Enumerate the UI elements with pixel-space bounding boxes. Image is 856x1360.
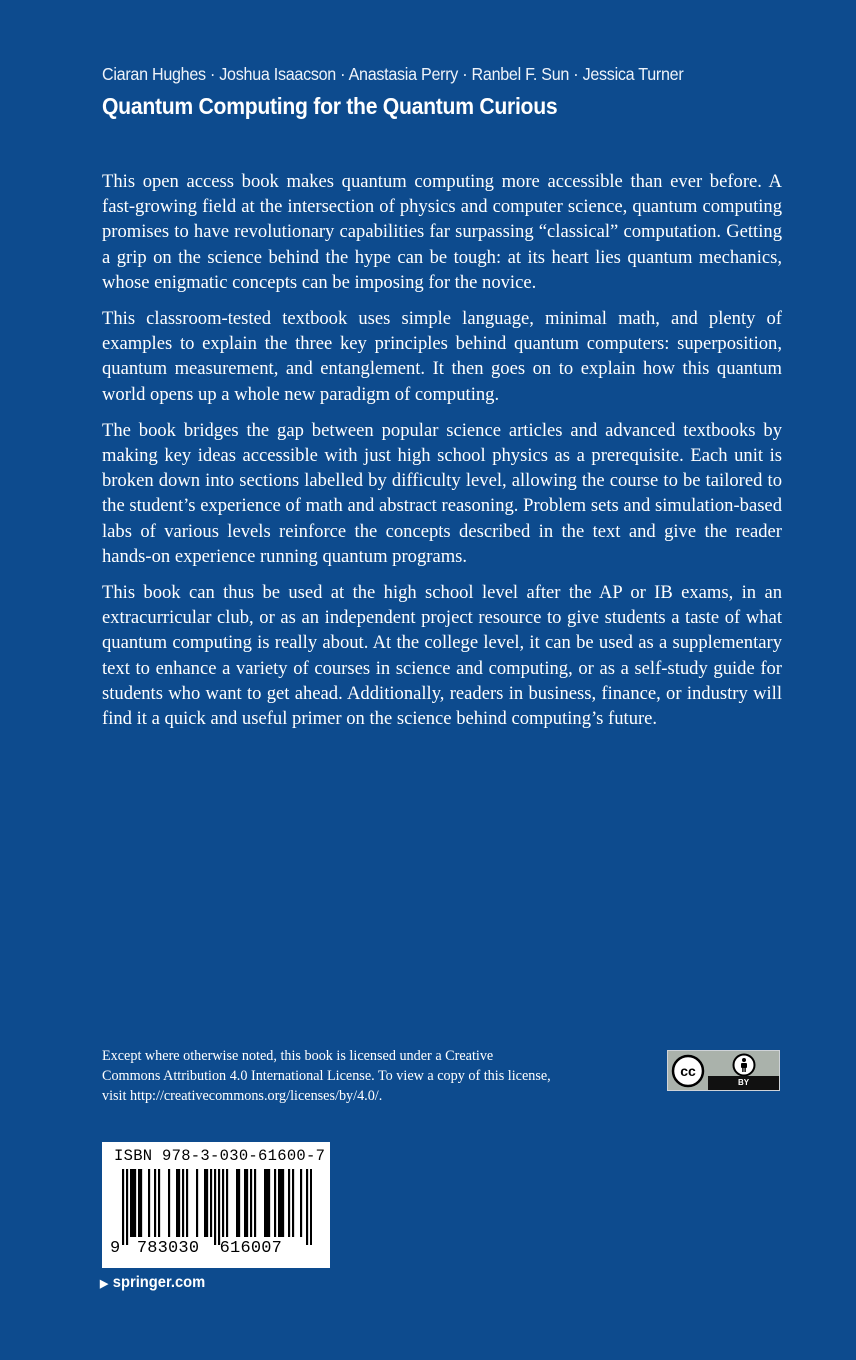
triangle-right-icon: ▶ [100, 1278, 109, 1290]
barcode-digits [110, 1239, 282, 1258]
barcode-bar [222, 1169, 224, 1237]
barcode-bar [278, 1169, 280, 1237]
barcode-bar [310, 1169, 312, 1245]
author-list: Ciaran Hughes · Joshua Isaacson · Anastasia Perry · Ranbel F. Sun · Jessica Turner [102, 64, 684, 84]
barcode-bar [250, 1169, 252, 1237]
barcode-bar [292, 1169, 294, 1237]
barcode-bar [196, 1169, 198, 1237]
barcode-bar [140, 1169, 142, 1237]
barcode-bar [122, 1169, 124, 1245]
barcode-digit-first: 9 [110, 1239, 121, 1258]
barcode-bar [236, 1169, 238, 1237]
barcode-bar [126, 1169, 128, 1245]
barcode-bar [268, 1169, 270, 1237]
barcode-bar [306, 1169, 308, 1245]
cc-logo-icon [668, 1051, 708, 1090]
barcode-bar [266, 1169, 268, 1237]
barcode-bar [300, 1169, 302, 1237]
barcode-bars [122, 1169, 312, 1245]
barcode-digits-group-2: 616007 [219, 1239, 283, 1258]
barcode-bar [244, 1169, 246, 1237]
barcode-bar [206, 1169, 208, 1237]
blurb-paragraph-3: The book bridges the gap between popular science articles and advanced textbooks by making key ideas accessible with just high school physics as a prerequisite. Each unit is broken down into sections labelled by difficulty level, allowing the course to be tailored to the student’s experience of math and abstract reasoning. Problem sets and simulation-based labs of various levels reinforce the concepts described in the text and give the reader hands-on experience running quantum programs. [102, 419, 782, 567]
barcode-bar [274, 1169, 276, 1237]
barcode-bar [214, 1169, 216, 1245]
book-title: Quantum Computing for the Quantum Curious [102, 93, 558, 119]
barcode-bar [134, 1169, 136, 1237]
publisher-link[interactable] [100, 1274, 205, 1292]
barcode-bar [168, 1169, 170, 1237]
barcode-bar [246, 1169, 248, 1237]
barcode-bar [288, 1169, 290, 1237]
barcode-bar [186, 1169, 188, 1237]
barcode-bar [264, 1169, 266, 1237]
license-notice: Except where otherwise noted, this book is licensed under a Creative Commons Attribution 4.0 International License. To view a copy of this license, visit http://creativecommons.org/licenses/by/4.0/. [102, 1048, 551, 1104]
isbn-barcode [102, 1142, 330, 1268]
barcode-bar [138, 1169, 140, 1237]
isbn-label: ISBN 978-3-030-61600-7 [114, 1147, 326, 1165]
barcode-bar [154, 1169, 156, 1237]
barcode-bar [204, 1169, 206, 1237]
barcode-bar [176, 1169, 178, 1237]
barcode-bar [282, 1169, 284, 1237]
by-label: BY [708, 1076, 779, 1090]
blurb-paragraph-2: This classroom-tested textbook uses simple language, minimal math, and plenty of examples to explain the three key principles behind quantum computers: superposition, quantum measurement, and entanglement. It then goes on to explain how this quantum world opens up a whole new paradigm of computing. [102, 308, 782, 405]
attribution-person-icon [732, 1053, 756, 1077]
barcode-bar [178, 1169, 180, 1237]
barcode-bar [132, 1169, 134, 1237]
barcode-bar [254, 1169, 256, 1237]
barcode-bar [210, 1169, 212, 1237]
barcode-bar [280, 1169, 282, 1237]
back-cover-blurb [102, 169, 782, 742]
cc-by-icon [667, 1050, 780, 1091]
cc-text: cc [680, 1062, 696, 1079]
barcode-bar [238, 1169, 240, 1237]
barcode-bar [218, 1169, 220, 1245]
barcode-bar [130, 1169, 132, 1237]
barcode-bar [182, 1169, 184, 1237]
barcode-bar [226, 1169, 228, 1237]
blurb-paragraph-1: This open access book makes quantum computing more accessible than ever before. A fast-growing field at the intersection of physics and computer science, quantum computing promises to have revolutionary capabilities far surpassing “classical” computation. Getting a grip on the science behind the hype can be tough: at its heart lies quantum mechanics, whose enigmatic concepts can be imposing for the novice. [102, 171, 782, 293]
barcode-bar [148, 1169, 150, 1237]
publisher-url: springer.com [112, 1274, 206, 1291]
barcode-digits-group-1: 783030 [136, 1239, 200, 1258]
barcode-bar [158, 1169, 160, 1237]
blurb-paragraph-4: This book can thus be used at the high school level after the AP or IB exams, in an extracurricular club, or as an independent project resource to give students a taste of what quantum computing is really about. At the college level, it can be used as a supplementary text to enhance a variety of courses in science and computing, or as a self-study guide for students who want to get ahead. Additionally, readers in business, finance, or industry will find it a quick and useful primer on the science behind computing’s future. [102, 582, 782, 730]
